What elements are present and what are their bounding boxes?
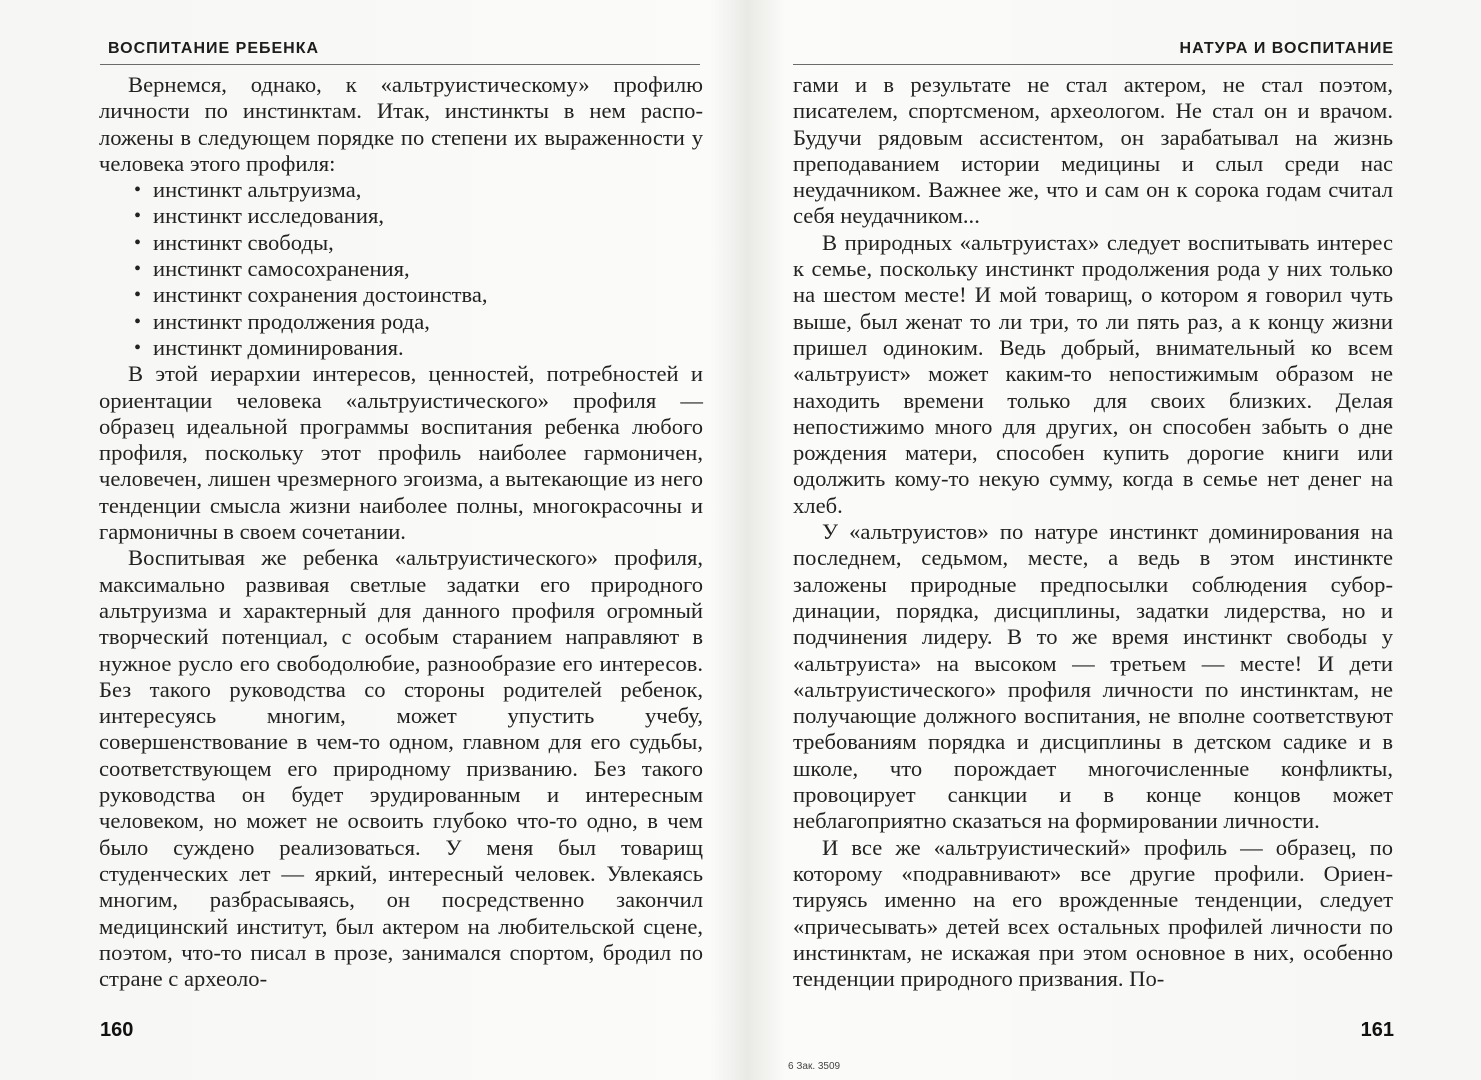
bullet-icon: • xyxy=(134,231,142,254)
list-item: • инстинкт сохранения достоинства, xyxy=(134,282,488,308)
right-page xyxy=(741,0,1481,1080)
list-item: • инстинкт исследования, xyxy=(134,203,385,229)
right-paragraph-continued: гами и в результате не стал актером, не стал поэтом, писателем, спортсменом, археологом. Не стал он и врачом. Будучи рядовым ассистентом, он зарабатывал на жизнь преподаванием истории медицины и слыл среди нас неудачником. Важнее же, что и сам он к сорока годам считал себя неудачником... xyxy=(793,72,1393,229)
left-page xyxy=(0,0,740,1080)
bullet-icon: • xyxy=(134,336,142,359)
list-item: • инстинкт продолжения рода, xyxy=(134,308,430,334)
left-page-body xyxy=(99,72,703,992)
bullet-icon: • xyxy=(134,310,142,333)
header-rule-left xyxy=(100,64,700,65)
bullet-icon: • xyxy=(134,205,142,228)
bullet-icon: • xyxy=(134,284,142,307)
page-number-left: 160 xyxy=(100,1019,134,1041)
left-paragraph-3: Воспитывая же ребенка «альтруистического» профиля, максимально развивая светлые задатки его природного альтруизма и характерный для данного профиля огромный творческий потенциал, с особым старанием направляют в нужное русло его свободолюбие, разнообразие его интересов. Без такого руководства со стороны родителей ребенок, интересуясь многим, может упустить учебу, совершенствование в чем-то одном, главном для его судьбы, соответствующем его природному призванию. Без такого руководства он будет эрудированным и интересным человеком, но может не освоить глубоко что-то одно, в чем было суждено реализоваться. У меня был товарищ студенческих лет — яркий, интересный человек. Увлекаясь многим, разбрасываясь, он посредственно закончил медицинский институт, был актером на любительской сцене, поэтом, что-то писал в прозе, занимался спортом, бродил по стране с археоло- xyxy=(99,545,703,992)
left-paragraph-2: В этой иерархии интересов, ценностей, потребностей и ориентации человека «альтруистического» профиля — образец идеальной программы воспитания ребенка любого профиля, поскольку этот профиль наиболее гармоничен, человечен, лишен чрезмерного эгоизма, а вытекающие из него тенденции смысла жизни наиболее полны, многокрасочны и гармоничны в своем сочетании. xyxy=(99,361,703,545)
running-header-right: НАТУРА И ВОСПИТАНИЕ xyxy=(1179,40,1394,57)
left-intro-paragraph: Вернемся, однако, к «альтруистическому» профилю личности по инстинктам. Итак, инстинкты в нем расположены в следующем порядке по степени их выраженности у человека этого профиля: xyxy=(99,72,703,176)
running-header-left: ВОСПИТАНИЕ РЕБЕНКА xyxy=(108,40,320,57)
right-paragraph-2: В природных «альтруистах» следует воспитывать интерес к семье, поскольку инстинкт продолжения рода у них только на шестом месте! И мой товарищ, о котором я говорил чуть выше, был женат то ли три, то ли пять раз, а к концу жизни пришел одиноким. Ведь добрый, внимательный ко всем «альтруист» может каким-то непостижимым образом не находить времени только для своих близких. Делая непостижимо много для других, он способен забыть о дне рождения матери, способен купить дорогие книги или одолжить кому-то некую сумму, когда в семье нет денег на хлеб. xyxy=(793,229,1393,518)
right-page-body xyxy=(793,72,1393,992)
header-rule-right xyxy=(793,64,1393,65)
instinct-list xyxy=(99,177,703,361)
right-paragraph-3: У «альтруистов» по натуре инстинкт доминирования на последнем, седьмом, месте, а ведь в этом инстинкте заложены природные предпосылки соблюдения субординации, порядка, дисциплины, задатки лидерства, но и подчинения лидеру. В то же время инстинкт свободы у «альтруиста» на высоком — третьем — месте! И дети «альтруистического» профиля личности по инстинктам, не получающие должного воспитания, не вполне соответствуют требованиям порядка и дисциплины в детском садике и в школе, что порождает многочисленные конфликты, провоцирует санкции и в конце концов может неблагоприятно сказаться на формировании личности. xyxy=(793,519,1393,834)
list-item: • инстинкт самосохранения, xyxy=(134,256,410,282)
page-number-right: 161 xyxy=(1360,1019,1394,1041)
printer-imprint: 6 Зак. 3509 xyxy=(788,1061,841,1072)
bullet-icon: • xyxy=(134,258,142,281)
list-item: • инстинкт доминирования. xyxy=(134,334,404,360)
bullet-icon: • xyxy=(134,179,142,202)
right-paragraph-4: И все же «альтруистический» профиль — образец, по которому «подравнивают» все другие профили. Ориентируясь именно на его врожденные тенденции, следует «причесывать» детей всех остальных профилей личности по инстинктам, не искажая при этом основное в них, особенно тенденции природного призвания. По- xyxy=(793,834,1393,992)
list-item: • инстинкт альтруизма, xyxy=(134,177,362,203)
list-item: • инстинкт свободы, xyxy=(134,229,334,255)
